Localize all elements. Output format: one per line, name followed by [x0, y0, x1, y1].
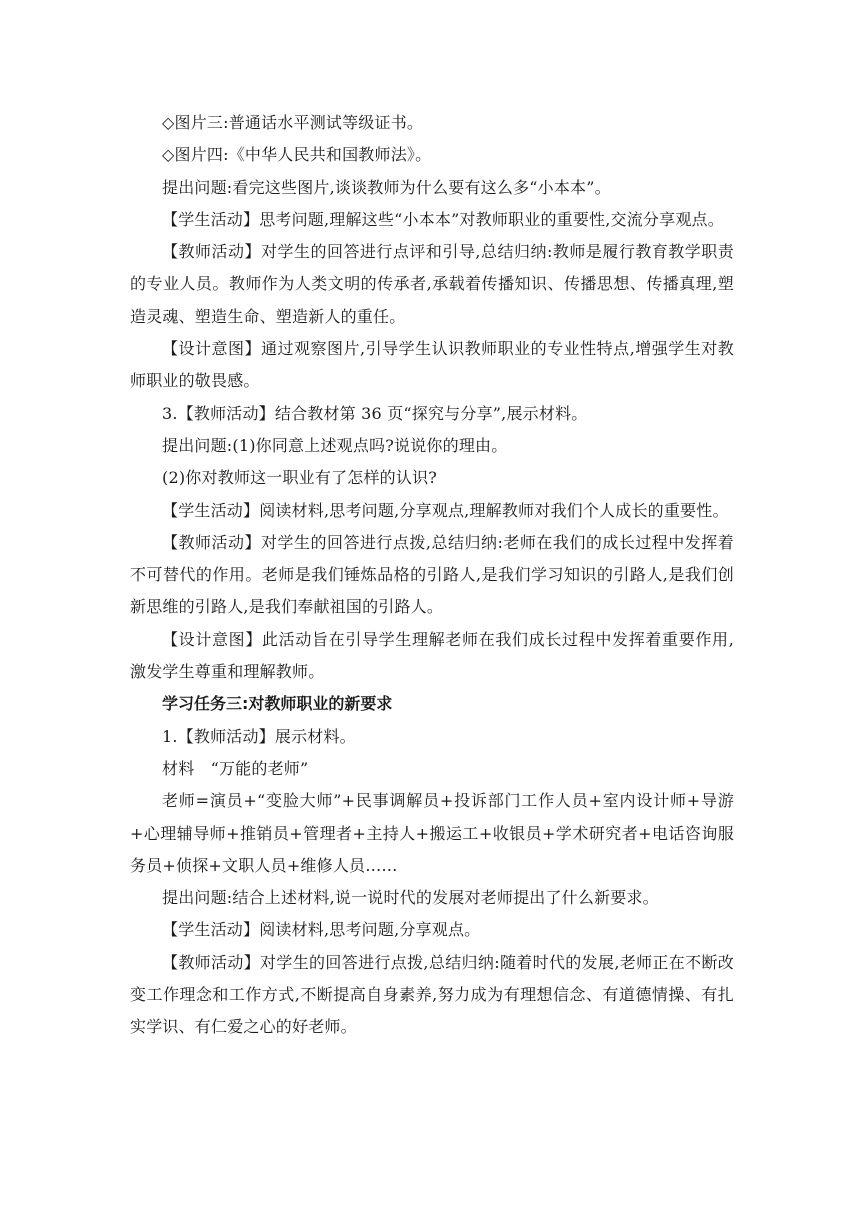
paragraph-question-requirements: 提出问题:结合上述材料,说一说时代的发展对老师提出了什么新要求。: [162, 888, 659, 908]
paragraph-teacher-activity-3: 3.【教师活动】结合教材第 36 页“探究与分享”,展示材料。: [162, 403, 588, 423]
paragraph-question-2: (2)你对教师这一职业有了怎样的认识?: [162, 468, 438, 488]
paragraph-question-notebooks: 提出问题:看完这些图片,谈谈教师为什么要有这么多“小本本”。: [162, 177, 611, 197]
paragraph-design-intent-2: 【设计意图】此活动旨在引导学生理解老师在我们成长过程中发挥着重要作用,激发学生尊重和理解教师。: [130, 629, 734, 682]
paragraph-material-content: 老师=演员+“变脸大师”+民事调解员+投诉部门工作人员+室内设计师+导游+心理辅导师+推销员+管理者+主持人+搬运工+收银员+学术研究者+电话咨询服务员+侦探+文职人员+维修人员……: [130, 791, 734, 875]
paragraph-picture-four: ◇图片四:《中华人民共和国教师法》。: [162, 145, 432, 165]
paragraph-teacher-activity-4: 【教师活动】对学生的回答进行点拨,总结归纳:随着时代的发展,老师正在不断改变工作理念和工作方式,不断提高自身素养,努力成为有理想信念、有道德情操、有扎实学识、有仁爱之心的好老师。: [130, 952, 734, 1037]
paragraph-design-intent: 【设计意图】通过观察图片,引导学生认识教师职业的专业性特点,增强学生对教师职业的敬畏感。: [130, 339, 734, 391]
section-heading-task-three: 学习任务三:对教师职业的新要求: [162, 694, 393, 714]
document-page: [130, 107, 734, 1044]
paragraph-student-activity: 【学生活动】思考问题,理解这些“小本本”对教师职业的重要性,交流分享观点。: [162, 209, 724, 229]
paragraph-question-1: 提出问题:(1)你同意上述观点吗?说说你的理由。: [162, 435, 508, 455]
paragraph-material-title: 材料 “万能的老师”: [162, 758, 309, 778]
paragraph-student-activity-3: 【学生活动】阅读材料,思考问题,分享观点。: [162, 920, 481, 940]
paragraph-teacher-activity-2: 【教师活动】对学生的回答进行点拨,总结归纳:老师在我们的成长过程中发挥着不可替代的作用。老师是我们锤炼品格的引路人,是我们学习知识的引路人,是我们创新思维的引路人,是我们奉献祖国的引路人。: [130, 532, 734, 617]
paragraph-teacher-activity-1: 1.【教师活动】展示材料。: [162, 726, 356, 746]
paragraph-teacher-activity: 【教师活动】对学生的回答进行点评和引导,总结归纳:教师是履行教育教学职责的专业人员。教师作为人类文明的传承者,承载着传播知识、传播思想、传播真理,塑造灵魂、塑造生命、塑造新人的重任。: [130, 242, 734, 326]
paragraph-student-activity-2: 【学生活动】阅读材料,思考问题,分享观点,理解教师对我们个人成长的重要性。: [162, 500, 729, 520]
paragraph-picture-three: ◇图片三:普通话水平测试等级证书。: [162, 113, 424, 132]
